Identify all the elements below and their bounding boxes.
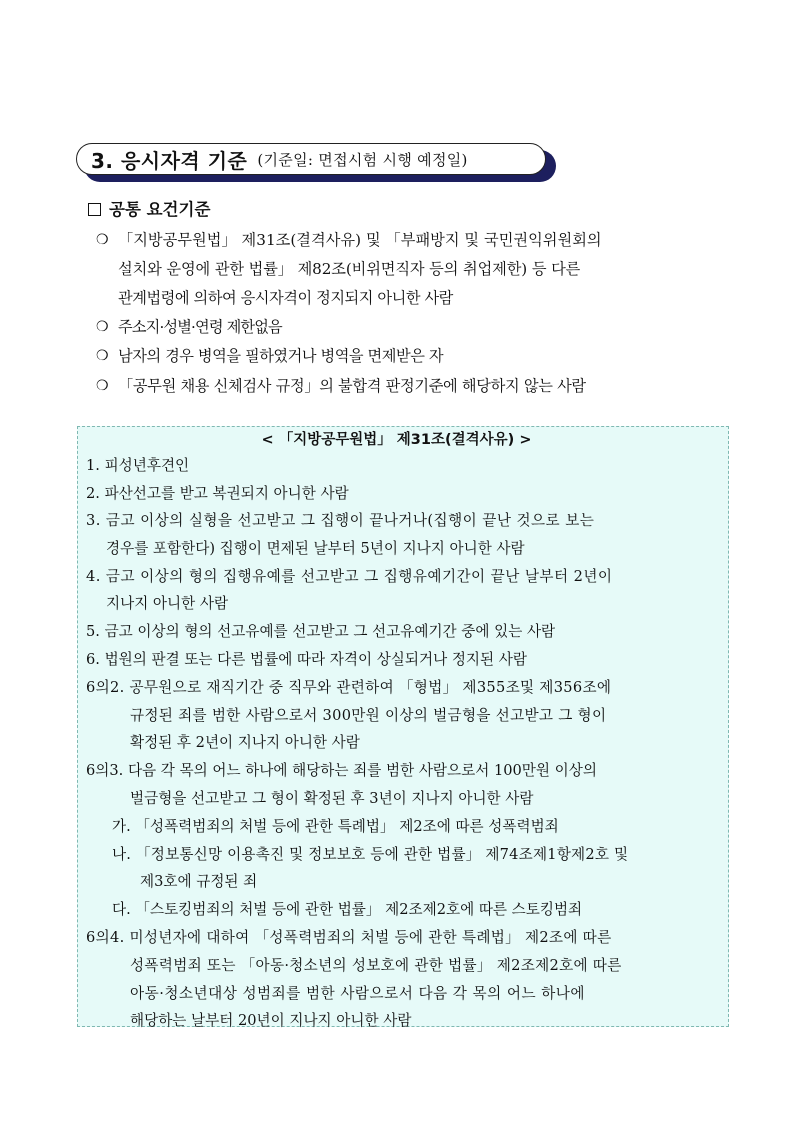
checkbox-icon: [88, 203, 101, 216]
box-line: 확정된 후 2년이 지나지 아니한 사람: [130, 734, 360, 751]
box-line: 가. 「성폭력범죄의 처벌 등에 관한 특례법」 제2조에 따른 성폭력범죄: [112, 818, 559, 835]
box-line: 6의2. 공무원으로 재직기간 중 직무와 관련하여 「형법」 제355조및 제356조에: [86, 679, 612, 696]
box-line: 5. 금고 이상의 형의 선고유예를 선고받고 그 선고유예기간 중에 있는 사람: [86, 623, 556, 640]
box-line: 6의3. 다음 각 목의 어느 하나에 해당하는 죄를 범한 사람으로서 100만원 이상의: [86, 762, 597, 779]
requirement-text: 「공무원 채용 신체검사 규정」의 불합격 판정기준에 해당하지 않는 사람: [118, 377, 586, 395]
requirement-text: 관계법령에 의하여 응시자격이 정지되지 아니한 사람: [118, 289, 453, 307]
requirement-text: 설치와 운영에 관한 법률」 제82조(비위면직자 등의 취업제한) 등 다른: [118, 260, 581, 278]
box-line: 6. 법원의 판결 또는 다른 법률에 따라 자격이 상실되거나 정지된 사람: [86, 651, 527, 668]
box-line: 다. 「스토킹범죄의 처벌 등에 관한 법률」 제2조제2호에 따른 스토킹범죄: [112, 901, 583, 918]
box-line: 벌금형을 선고받고 그 형이 확정된 후 3년이 지나지 아니한 사람: [130, 790, 534, 807]
box-line: 경우를 포함한다) 집행이 면제된 날부터 5년이 지나지 아니한 사람: [106, 540, 525, 557]
circle-bullet-icon: ❍: [96, 232, 109, 248]
common-requirements-label: 공통 요건기준: [109, 200, 211, 219]
requirement-text: 남자의 경우 병역을 필하였거나 병역을 면제받은 자: [118, 347, 444, 365]
box-line: 아동·청소년대상 성범죄를 범한 사람으로서 다음 각 목의 어느 하나에: [130, 985, 585, 1002]
requirement-text: 「지방공무원법」 제31조(결격사유) 및 「부패방지 및 국민권익위원회의: [118, 231, 602, 249]
requirement-item: [96, 226, 736, 313]
circle-bullet-icon: ❍: [96, 348, 109, 364]
box-line: 규정된 죄를 범한 사람으로서 300만원 이상의 벌금형을 선고받고 그 형이: [130, 707, 607, 724]
box-line: 1. 피성년후견인: [86, 457, 190, 474]
section-heading: [76, 143, 546, 175]
box-line: 나. 「정보통신망 이용촉진 및 정보보호 등에 관한 법률」 제74조제1항제2호 및: [112, 846, 629, 863]
box-line: 3. 금고 이상의 실형을 선고받고 그 집행이 끝나거나(집행이 끝난 것으로 보는: [86, 512, 595, 529]
box-line: 2. 파산선고를 받고 복권되지 아니한 사람: [86, 485, 349, 502]
box-line: 제3호에 규정된 죄: [140, 873, 258, 890]
section-heading-subtitle: (기준일: 면접시험 시행 예정일): [257, 150, 468, 169]
common-requirements-title: [88, 196, 210, 220]
box-line: 해당하는 날부터 20년이 지나지 아니한 사람: [130, 1012, 412, 1029]
section-heading-title: 3. 응시자격 기준: [91, 148, 248, 173]
requirement-item: [96, 313, 736, 342]
requirement-item: [96, 372, 736, 401]
circle-bullet-icon: ❍: [96, 378, 109, 394]
requirement-item: [96, 342, 736, 371]
box-title: < 「지방공무원법」 제31조(결격사유) >: [261, 432, 532, 448]
box-line: 성폭력범죄 또는 「아동·청소년의 성보호에 관한 법률」 제2조제2호에 따른: [130, 957, 622, 974]
requirement-text: 주소지·성별·연령 제한없음: [118, 318, 282, 336]
box-line: 6의4. 미성년자에 대하여 「성폭력범죄의 처벌 등에 관한 특례법」 제2조에 따른: [86, 929, 612, 946]
circle-bullet-icon: ❍: [96, 319, 109, 335]
box-line: 4. 금고 이상의 형의 집행유예를 선고받고 그 집행유예기간이 끝난 날부터 2년이: [86, 568, 613, 585]
box-line: 지나지 아니한 사람: [106, 595, 229, 612]
